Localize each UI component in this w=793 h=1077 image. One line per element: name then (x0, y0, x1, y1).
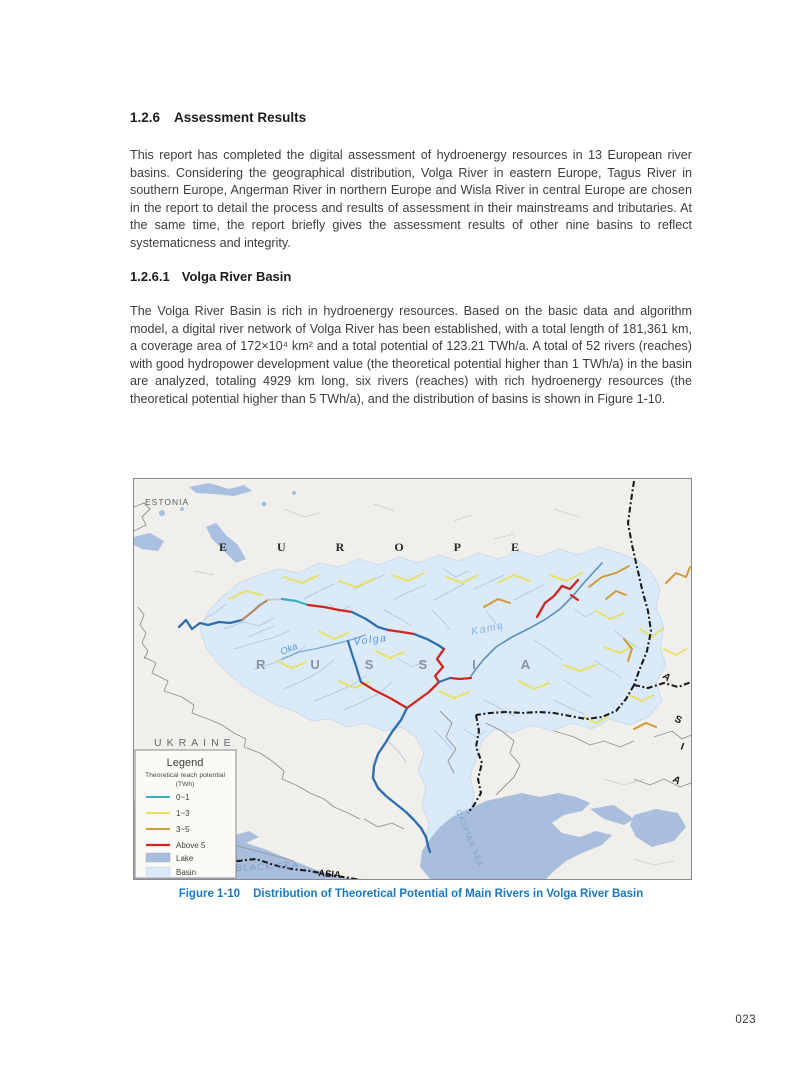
label-europe: EUROPE (219, 540, 570, 554)
legend-subtitle: Theoretical reach potential (144, 772, 226, 779)
legend-swatch-lake (146, 853, 170, 862)
page-number: 023 (735, 1014, 756, 1026)
subsection-paragraph: The Volga River Basin is rich in hydroenergy resources. Based on the basic data and algorithm model, a digital river network of Volga River has been established, with a total length of 181,361 km, a coverage area of 172×10⁴ km² and a total potential of 123.21 TWh/a. A total of 52 rivers (reaches) with good hydropower development value (the theoretical potential higher than 1 TWh/a) in the basin are analyzed, totaling 4929 km long, six rivers (reaches) with rich hydroenergy resources (the theoretical potential higher than 5 TWh/a), and the distribution of basins is shown in Figure 1-10. (130, 304, 692, 406)
legend-swatch-basin (146, 867, 170, 876)
legend-label-above-5: Above 5 (176, 841, 206, 850)
figure-caption-label: Figure 1-10 (178, 888, 241, 900)
subsection-title: Volga River Basin (181, 269, 292, 284)
legend-label-0-1: 0~1 (176, 793, 190, 802)
label-asia-vertical-letter: A (670, 774, 683, 788)
label-volga: Volga (352, 631, 389, 648)
volga-basin-map (133, 478, 692, 880)
legend-label-3-5: 3~5 (176, 825, 190, 834)
label-estonia: ESTONIA (145, 497, 190, 507)
legend-label-basin: Basin (176, 868, 197, 877)
section-heading (130, 110, 306, 125)
label-ukraine: UKRAINE (154, 737, 236, 749)
legend-label-1-3: 1~3 (176, 809, 190, 818)
label-oka: Oka (279, 641, 300, 658)
map-legend (135, 750, 236, 878)
legend-title: Legend (166, 757, 204, 769)
label-asia-vertical-letter: S (672, 713, 684, 727)
label-asia-ridge: ASIA (317, 868, 342, 879)
section-paragraph: This report has completed the digital assessment of hydroenergy resources in 13 European river basins. Considering the geographical distribution, Volga River in eastern Europe, Tagus River in southern Europe, Angerman River in northern Europe and Wisla River in central Europe are chosen in the report to detail the process and results of assessment in their mainstreams and tributaries. At the same time, the report briefly gives the assessment results of other nine basins to reflect systematicness and integrity. (130, 148, 692, 250)
subsection-heading (130, 269, 291, 284)
legend-unit: (TWh) (175, 781, 195, 788)
label-black-sea: BLACK SEA (235, 859, 300, 873)
legend-label-lake: Lake (176, 854, 194, 863)
label-asia-vertical-letter: A (660, 670, 673, 684)
figure-caption-text: Distribution of Theoretical Potential of Main Rivers in Volga River Basin (253, 888, 644, 900)
figure-caption (130, 888, 692, 900)
map-canvas (134, 479, 691, 879)
section-title: Assessment Results (174, 110, 307, 125)
label-russia: RUSSIA (256, 657, 576, 672)
subsection-number: 1.2.6.1 (130, 269, 170, 284)
label-caspian-sea: CASPIAN SEA (454, 808, 486, 869)
label-kama: Kama (470, 619, 506, 638)
label-asia-vertical-letter: I (678, 741, 686, 753)
section-number: 1.2.6 (130, 110, 161, 125)
